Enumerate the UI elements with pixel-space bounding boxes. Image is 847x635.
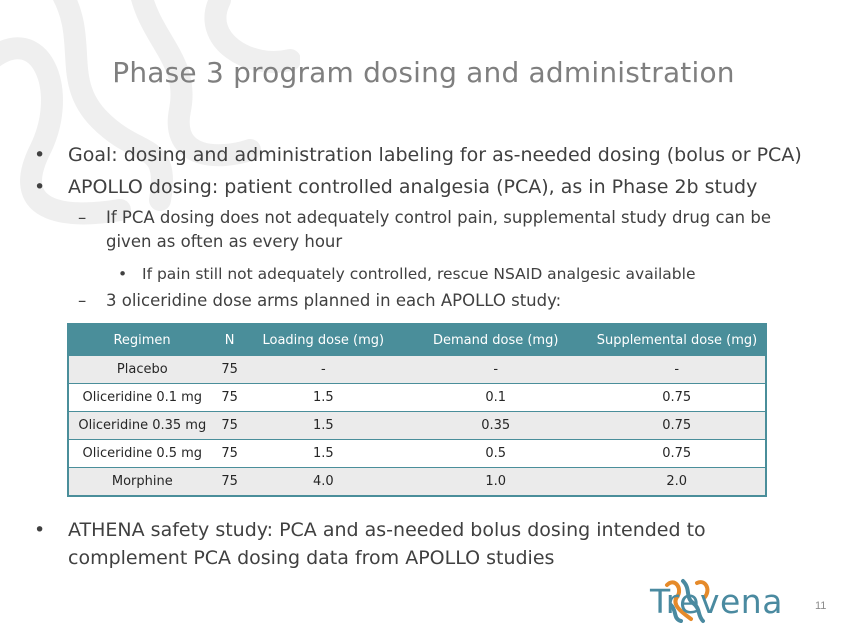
cell-demand: 0.5 bbox=[403, 440, 588, 468]
cell-n: 75 bbox=[216, 468, 244, 497]
bullet-marker: • bbox=[34, 144, 46, 166]
page-title: Phase 3 program dosing and administration bbox=[112, 56, 735, 89]
col-header-n: N bbox=[216, 324, 244, 356]
subbullet-pca-line2: given as often as every hour bbox=[106, 232, 343, 251]
dash-marker: – bbox=[78, 291, 87, 310]
table-row bbox=[68, 356, 766, 384]
cell-loading: 1.5 bbox=[244, 384, 403, 412]
cell-loading: 1.5 bbox=[244, 412, 403, 440]
cell-supplemental: 0.75 bbox=[588, 384, 766, 412]
bullet-goal-text: Goal: dosing and administration labeling for as-needed dosing (bolus or PCA) bbox=[68, 144, 802, 166]
cell-loading: - bbox=[244, 356, 403, 384]
table-row bbox=[68, 440, 766, 468]
cell-regimen: Placebo bbox=[68, 356, 216, 384]
cell-regimen: Oliceridine 0.5 mg bbox=[68, 440, 216, 468]
bullet-athena-line1: ATHENA safety study: PCA and as-needed bolus dosing intended to bbox=[68, 519, 706, 541]
bullet-marker: • bbox=[34, 176, 46, 198]
table-row bbox=[68, 384, 766, 412]
table-row bbox=[68, 468, 766, 497]
cell-supplemental: 0.75 bbox=[588, 440, 766, 468]
cell-loading: 4.0 bbox=[244, 468, 403, 497]
cell-regimen: Oliceridine 0.1 mg bbox=[68, 384, 216, 412]
dosing-table bbox=[67, 323, 767, 497]
cell-loading: 1.5 bbox=[244, 440, 403, 468]
cell-n: 75 bbox=[216, 412, 244, 440]
col-header-supplemental: Supplemental dose (mg) bbox=[588, 324, 766, 356]
cell-n: 75 bbox=[216, 384, 244, 412]
cell-demand: - bbox=[403, 356, 588, 384]
cell-demand: 1.0 bbox=[403, 468, 588, 497]
cell-regimen: Morphine bbox=[68, 468, 216, 497]
col-header-regimen: Regimen bbox=[68, 324, 216, 356]
cell-supplemental: - bbox=[588, 356, 766, 384]
col-header-demand: Demand dose (mg) bbox=[403, 324, 588, 356]
cell-n: 75 bbox=[216, 356, 244, 384]
cell-n: 75 bbox=[216, 440, 244, 468]
bullet-apollo-text: APOLLO dosing: patient controlled analgesia (PCA), as in Phase 2b study bbox=[68, 176, 758, 198]
bullet-marker: • bbox=[118, 265, 128, 283]
cell-supplemental: 0.75 bbox=[588, 412, 766, 440]
bullet-marker: • bbox=[34, 519, 46, 541]
dash-marker: – bbox=[78, 208, 87, 227]
page-number: 11 bbox=[815, 600, 827, 612]
subsubbullet-rescue-text: If pain still not adequately controlled, rescue NSAID analgesic available bbox=[142, 265, 696, 283]
subbullet-arms-text: 3 oliceridine dose arms planned in each APOLLO study: bbox=[106, 291, 562, 310]
cell-supplemental: 2.0 bbox=[588, 468, 766, 497]
bullet-athena-line2: complement PCA dosing data from APOLLO studies bbox=[68, 547, 555, 569]
subbullet-pca-line1: If PCA dosing does not adequately control pain, supplemental study drug can be bbox=[106, 208, 772, 227]
table-header-row bbox=[68, 324, 766, 356]
cell-regimen: Oliceridine 0.35 mg bbox=[68, 412, 216, 440]
cell-demand: 0.35 bbox=[403, 412, 588, 440]
logo-wordmark: Trevena bbox=[650, 582, 783, 621]
cell-demand: 0.1 bbox=[403, 384, 588, 412]
col-header-loading: Loading dose (mg) bbox=[244, 324, 403, 356]
table-row bbox=[68, 412, 766, 440]
